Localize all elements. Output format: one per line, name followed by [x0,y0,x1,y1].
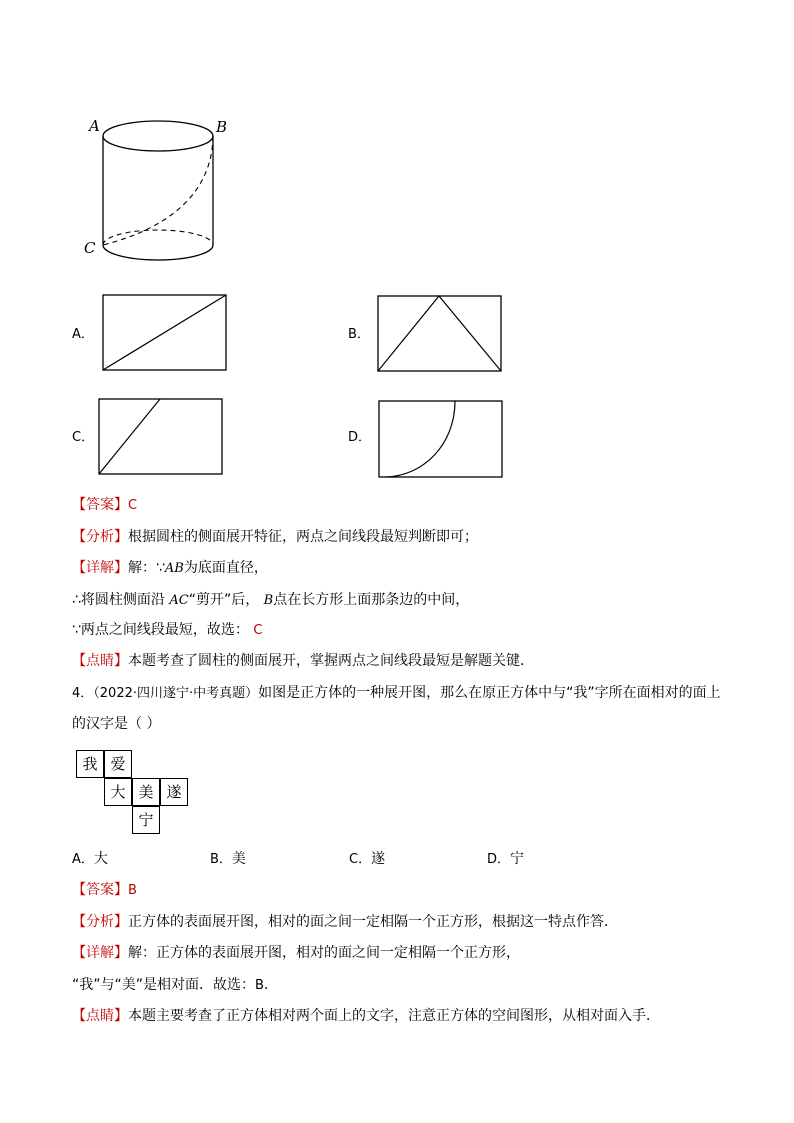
q3-option-c-figure[interactable] [98,398,224,476]
q4-stem-line-2 [72,714,160,734]
q3-comment-line [72,651,534,671]
q4-option-d[interactable] [487,849,524,870]
q4-comment-line [72,1006,660,1026]
question-number: 4． [72,686,94,701]
detail-segment: AB [164,561,184,576]
detail-answer: C [253,623,263,638]
q4-option-a[interactable] [72,849,108,870]
option-label: A． [72,852,94,867]
answer-tag: 【答案】 [72,882,128,898]
analysis-tag: 【分析】 [72,914,128,930]
q3-detail-line-2 [72,590,469,611]
analysis-text: 根据圆柱的侧面展开特征，两点之间线段最短判断即可； [128,529,478,545]
net-face: 我 [76,750,104,778]
q4-option-c[interactable] [349,849,385,870]
q4-analysis-line [72,912,618,932]
detail-text: ∴将圆柱侧面沿 [72,592,170,608]
detail-text: ． [263,977,278,993]
q4-answer-line [72,880,137,901]
point-label-a: A [89,117,100,135]
option-label: D． [487,852,511,867]
detail-answer: B [255,978,264,993]
cube-net [76,750,196,840]
cylinder-figure [80,115,240,275]
detail-segment: AC [169,593,189,608]
q3-option-c-label[interactable]: C． [72,430,95,445]
option-text: 大 [93,851,108,867]
question-stem: 如图是正方体的一种展开图，那么在原正方体中与“我”字所在面相对的面上 [258,685,721,701]
q3-option-b-figure[interactable] [377,294,503,373]
q4-detail-line-2 [72,975,278,996]
net-face: 遂 [160,778,188,806]
detail-tag: 【详解】 [72,945,128,961]
comment-tag: 【点睛】 [72,653,128,669]
net-face: 宁 [132,806,160,834]
analysis-tag: 【分析】 [72,529,128,545]
q3-detail-line-1 [72,558,268,579]
detail-text: “我”与“美”是相对面．故选： [72,977,256,993]
detail-text: 点在长方形上面那条边的中间， [273,592,470,608]
option-text: 宁 [510,851,525,867]
detail-text: 解：正方体的表面展开图，相对的面之间一定相隔一个正方形， [128,945,520,961]
detail-text: “剪开”后， [188,592,264,608]
q3-option-d-figure[interactable] [378,400,504,479]
answer-value: C [128,498,138,513]
comment-tag: 【点睛】 [72,1008,128,1024]
comment-text: 本题考查了圆柱的侧面展开，掌握两点之间线段最短是解题关键． [128,653,534,669]
comment-text: 本题主要考查了正方体相对两个面上的文字，注意正方体的空间图形，从相对面入手． [128,1008,660,1024]
point-label-b: B [216,118,228,136]
point-label-c: C [84,239,96,257]
detail-point: B [263,593,274,608]
q3-option-b-label[interactable]: B． [348,327,370,342]
option-label: C． [349,852,372,867]
q4-stem-line-1 [72,683,721,704]
net-face: 爱 [104,750,132,778]
q3-option-a-label[interactable]: A． [72,327,94,342]
q3-detail-line-3 [72,620,262,641]
q4-option-b[interactable] [210,849,246,870]
q3-answer-line [72,495,137,516]
analysis-text: 正方体的表面展开图，相对的面之间一定相隔一个正方形，根据这一特点作答． [128,914,618,930]
q3-option-d-label[interactable]: D． [348,430,372,445]
q3-analysis-line [72,527,478,547]
net-face: 美 [132,778,160,806]
detail-tag: 【详解】 [72,560,128,576]
option-label: B． [210,852,232,867]
question-source: （2022·四川遂宁·中考真题） [93,686,259,701]
option-text: 遂 [371,851,386,867]
answer-tag: 【答案】 [72,497,128,513]
question-stem: 的汉字是（ ） [72,716,161,732]
detail-text: 为底面直径， [183,560,268,576]
q3-option-a-figure[interactable] [102,294,228,372]
q4-detail-line-1 [72,943,520,963]
answer-value: B [128,883,137,898]
detail-text: 解：∵ [128,560,165,576]
net-face: 大 [104,778,132,806]
option-text: 美 [231,851,246,867]
detail-text: ∵两点之间线段最短，故选： [72,622,254,638]
cylinder-diagram [80,115,240,275]
